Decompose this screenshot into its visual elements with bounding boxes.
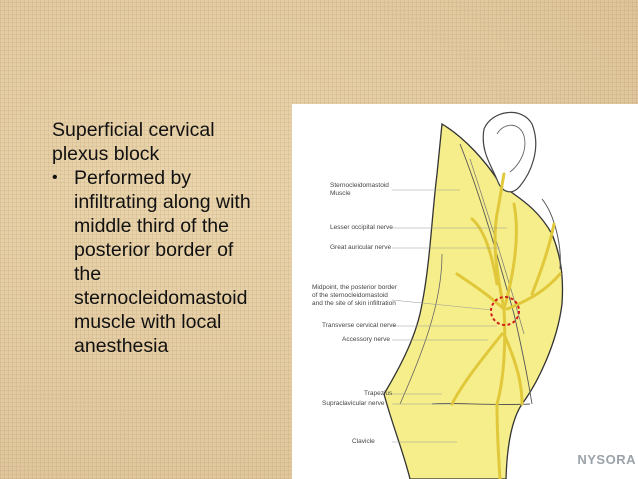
bullet-marker: •	[52, 169, 58, 186]
label-lesser-occipital: Lesser occipital nerve	[330, 224, 393, 231]
bullet-line: sternocleidomastoid	[74, 287, 248, 309]
bullet-line: Performed by	[74, 167, 192, 189]
label-scm-2: Muscle	[330, 190, 351, 197]
label-great-auricular: Great auricular nerve	[330, 244, 392, 251]
heading-line-2: plexus block	[52, 143, 160, 165]
label-midpoint-3: and the site of skin infiltration	[312, 300, 396, 307]
heading-line-1: Superficial cervical	[52, 119, 215, 141]
label-scm-1: Sternocleidomastoid	[330, 182, 389, 189]
bullet-line: middle third of the	[74, 215, 230, 237]
bullet-line: posterior border of	[74, 239, 234, 261]
neck-anatomy-figure	[292, 104, 638, 479]
bullet-line: anesthesia	[74, 335, 169, 357]
slide-text	[52, 118, 274, 358]
bullet-line: the	[74, 263, 102, 285]
bullet-line: muscle with local	[74, 311, 222, 333]
label-supraclavicular: Supraclavicular nerve	[322, 400, 385, 407]
label-clavicle: Clavicle	[352, 438, 375, 445]
bullet-item	[52, 166, 274, 358]
neck-outline	[384, 124, 563, 479]
label-accessory: Accessory nerve	[342, 336, 391, 343]
slide-heading	[52, 118, 274, 166]
label-transverse-cervical: Transverse cervical nerve	[322, 322, 397, 329]
nysora-logo: NYSORA	[577, 452, 636, 467]
label-midpoint-1: Midpoint, the posterior border	[312, 284, 397, 291]
bullet-line: infiltrating along with	[74, 191, 251, 213]
label-trapezius: Trapezius	[364, 390, 393, 397]
label-midpoint-2: of the sternocleidomastoid	[312, 292, 388, 299]
